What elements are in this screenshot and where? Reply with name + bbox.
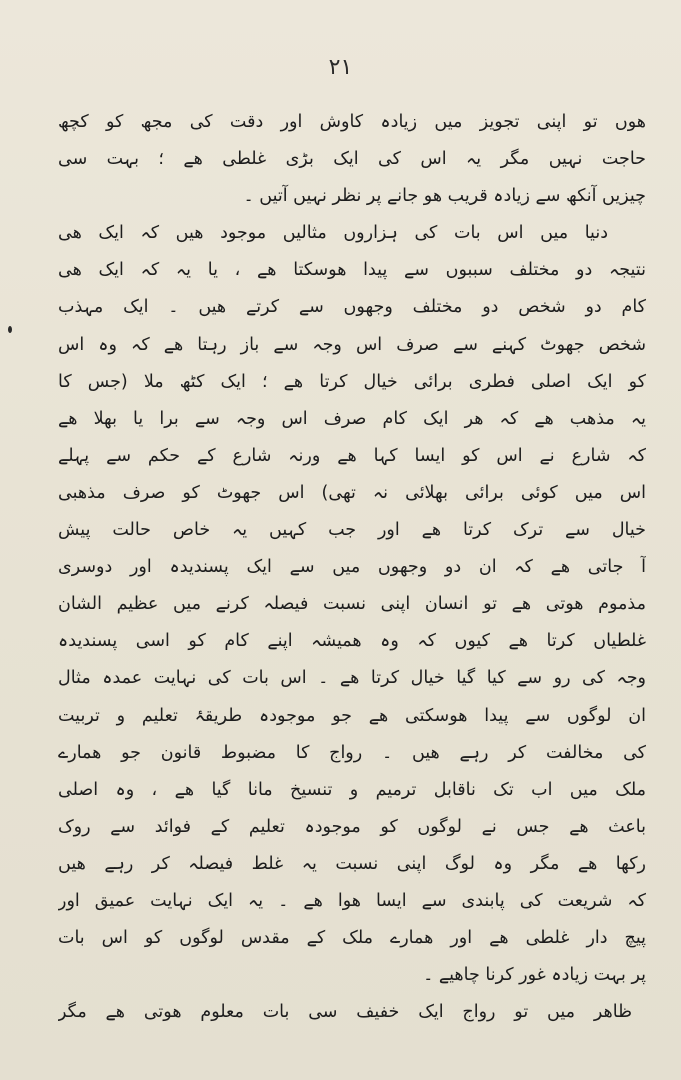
text-line: حاجت نہیں مگر یہ اس کی ایک بڑی غلطی ھے ؛ بہت سی (58, 149, 646, 170)
text-line: آ جاتی ھے کہ ان دو وجھوں میں سے ایک پسندیدہ اور دوسری (58, 557, 646, 578)
text-line: اس میں کوئی برائی بھلائی نہ تھی) اس جھوٹ کو صرف مذھبی (58, 482, 646, 503)
text-line: نتیجہ دو مختلف سببوں سے پیدا ھوسکتا ھے ، یا یہ کہ ایک ھی (58, 260, 646, 281)
text-line: کہ شارع نے اس کو ایسا کہا ھے ورنہ شارع کے حکم سے پہلے (58, 445, 646, 466)
text-line: شخص جھوٹ کہنے سے صرف اس وجہ سے باز رہتا ھے کہ وہ اس (58, 334, 646, 355)
text-line: ان لوگوں سے پیدا ھوسکتی ھے جو موجودہ طریقۂ تعلیم و تربیت (58, 705, 646, 726)
text-line: کی مخالفت کر رہے ھیں ۔ رواج کا مضبوط قانون جو ھمارے (58, 742, 646, 763)
text-line: وجہ کی رو سے کیا گیا خیال کرتا ھے ۔ اس بات کی نہایت عمدہ مثال (58, 668, 646, 689)
text-line: پر بہت زیادہ غور کرنا چاھیے ۔ (423, 965, 646, 986)
body-text (58, 104, 646, 1031)
text-line: کام دو شخص دو مختلف وجھوں سے کرتے ھیں ۔ ایک مہذب (58, 297, 646, 318)
text-line: رکھا ھے مگر وہ لوگ اپنی نسبت یہ غلط فیصلہ کر رہے ھیں (58, 853, 646, 874)
text-line: غلطیاں کرتا ھے کیوں کہ وہ ھمیشہ اپنے کام کو اسی پسندیدہ (58, 631, 646, 652)
text-line: مذموم ھوتی ھے تو انسان اپنی نسبت فیصلہ کرنے میں عظیم الشان (58, 594, 646, 615)
text-line: پیچ دار غلطی ھے اور ھمارے ملک کے مقدس لوگوں کو اس بات (58, 928, 646, 949)
page-number: ۲۱ (328, 55, 353, 80)
text-line: باعث ھے جس نے لوگوں کو موجودہ تعلیم کے فوائد سے روک (58, 816, 646, 837)
text-line: ظاھر میں تو رواج ایک خفیف سی بات معلوم ھوتی ھے مگر (58, 1002, 632, 1023)
margin-ink-dot (8, 326, 12, 333)
text-line: چیزیں آنکھ سے زیادہ قریب ھو جانے پر نظر نہیں آتیں ۔ (243, 186, 646, 207)
text-line: ملک میں اب تک ناقابل ترمیم و تنسیخ مانا گیا ھے ، وہ اصلی (58, 779, 646, 800)
text-line: کہ شریعت کی پابندی سے ایسا ھوا ھے ۔ یہ ایک نہایت عمیق اور (58, 890, 646, 911)
text-line: دنیا میں اس بات کی ہزاروں مثالیں موجود ھیں کہ ایک ھی (58, 223, 608, 244)
text-line: خیال سے ترک کرتا ھے اور جب کہیں یہ خاص حالت پیش (58, 520, 646, 541)
text-line: ھوں تو اپنی تجویز میں زیادہ کاوش اور دقت کی مجھ کو کچھ (58, 112, 646, 132)
text-line: کو ایک اصلی فطری برائی خیال کرتا ھے ؛ ایک کٹھ ملا (جس کا (58, 371, 646, 392)
text-line: یہ مذھب ھے کہ ھر ایک کام صرف اس وجہ سے برا یا بھلا ھے (58, 408, 646, 429)
